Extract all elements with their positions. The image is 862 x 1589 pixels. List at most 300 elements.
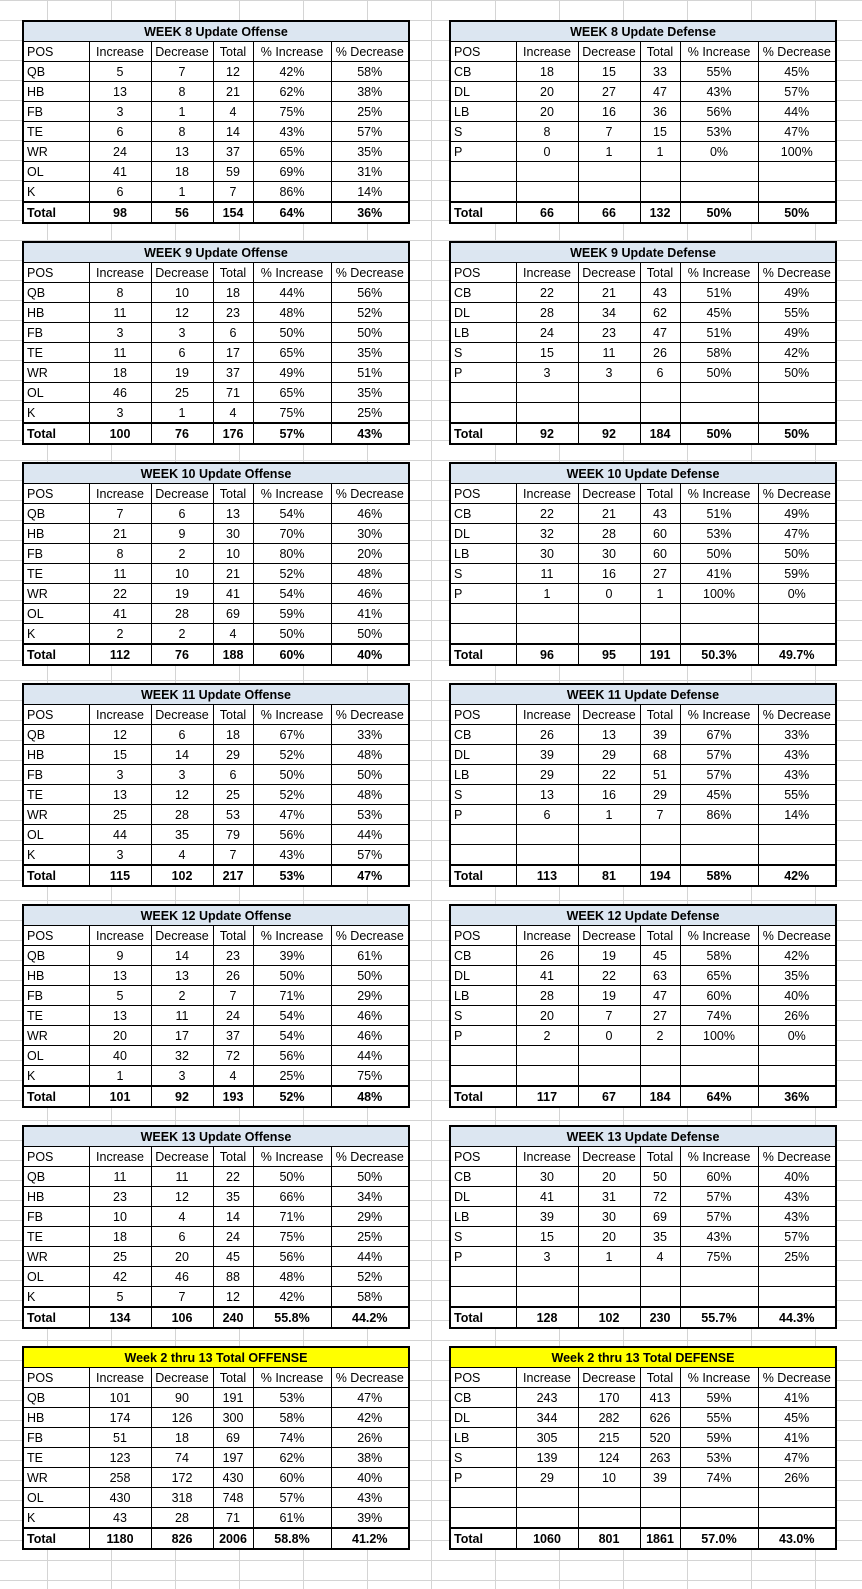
- value-cell[interactable]: 47%: [331, 1388, 409, 1408]
- value-cell[interactable]: 20: [516, 1006, 578, 1026]
- value-cell[interactable]: 30: [578, 1207, 640, 1227]
- position-cell[interactable]: LB: [450, 986, 516, 1006]
- value-cell[interactable]: 31: [578, 1187, 640, 1207]
- value-cell[interactable]: 11: [89, 343, 151, 363]
- position-cell[interactable]: QB: [23, 946, 89, 966]
- value-cell[interactable]: [640, 1488, 680, 1508]
- position-cell[interactable]: K: [23, 845, 89, 866]
- total-value-cell[interactable]: 53%: [253, 865, 331, 886]
- column-header[interactable]: % Increase: [253, 1368, 331, 1388]
- position-cell[interactable]: TE: [23, 1006, 89, 1026]
- position-cell[interactable]: FB: [23, 1428, 89, 1448]
- value-cell[interactable]: [680, 403, 758, 424]
- value-cell[interactable]: 13: [578, 725, 640, 745]
- total-value-cell[interactable]: 50.3%: [680, 644, 758, 665]
- value-cell[interactable]: 27: [640, 1006, 680, 1026]
- value-cell[interactable]: 748: [213, 1488, 253, 1508]
- value-cell[interactable]: 28: [151, 805, 213, 825]
- value-cell[interactable]: 35: [151, 825, 213, 845]
- position-cell[interactable]: CB: [450, 946, 516, 966]
- total-value-cell[interactable]: 176: [213, 423, 253, 444]
- column-header[interactable]: % Decrease: [331, 926, 409, 946]
- position-cell[interactable]: P: [450, 1247, 516, 1267]
- value-cell[interactable]: 170: [578, 1388, 640, 1408]
- value-cell[interactable]: 33%: [331, 725, 409, 745]
- total-value-cell[interactable]: 194: [640, 865, 680, 886]
- value-cell[interactable]: 12: [151, 785, 213, 805]
- column-header[interactable]: Total: [213, 263, 253, 283]
- position-cell[interactable]: CB: [450, 725, 516, 745]
- column-header[interactable]: Increase: [516, 1147, 578, 1167]
- total-label[interactable]: Total: [450, 865, 516, 886]
- value-cell[interactable]: 13: [151, 966, 213, 986]
- value-cell[interactable]: 44%: [331, 1046, 409, 1066]
- position-cell[interactable]: K: [23, 182, 89, 203]
- value-cell[interactable]: 65%: [680, 966, 758, 986]
- value-cell[interactable]: 4: [213, 403, 253, 424]
- position-cell[interactable]: FB: [23, 544, 89, 564]
- value-cell[interactable]: 57%: [680, 745, 758, 765]
- value-cell[interactable]: 33: [640, 62, 680, 82]
- position-cell[interactable]: FB: [23, 102, 89, 122]
- value-cell[interactable]: 43%: [680, 1227, 758, 1247]
- position-cell[interactable]: HB: [23, 745, 89, 765]
- value-cell[interactable]: 54%: [253, 584, 331, 604]
- value-cell[interactable]: 45%: [758, 62, 836, 82]
- column-header[interactable]: POS: [450, 1147, 516, 1167]
- value-cell[interactable]: 282: [578, 1408, 640, 1428]
- value-cell[interactable]: [516, 1267, 578, 1287]
- value-cell[interactable]: 19: [578, 946, 640, 966]
- value-cell[interactable]: 44%: [331, 825, 409, 845]
- value-cell[interactable]: 37: [213, 363, 253, 383]
- value-cell[interactable]: 43%: [680, 82, 758, 102]
- position-cell[interactable]: HB: [23, 966, 89, 986]
- value-cell[interactable]: [640, 604, 680, 624]
- table-title[interactable]: WEEK 10 Update Offense: [23, 463, 409, 484]
- value-cell[interactable]: 25: [151, 383, 213, 403]
- value-cell[interactable]: 58%: [253, 1408, 331, 1428]
- position-cell[interactable]: S: [450, 1227, 516, 1247]
- value-cell[interactable]: 2: [640, 1026, 680, 1046]
- value-cell[interactable]: [640, 1287, 680, 1308]
- value-cell[interactable]: 40%: [331, 1468, 409, 1488]
- value-cell[interactable]: 8: [516, 122, 578, 142]
- value-cell[interactable]: 3: [89, 765, 151, 785]
- value-cell[interactable]: 6: [151, 725, 213, 745]
- value-cell[interactable]: 52%: [253, 564, 331, 584]
- position-cell[interactable]: OL: [23, 1046, 89, 1066]
- value-cell[interactable]: 43%: [253, 845, 331, 866]
- value-cell[interactable]: 68: [640, 745, 680, 765]
- value-cell[interactable]: 51: [640, 765, 680, 785]
- value-cell[interactable]: 34%: [331, 1187, 409, 1207]
- column-header[interactable]: Increase: [89, 705, 151, 725]
- value-cell[interactable]: [640, 182, 680, 203]
- value-cell[interactable]: 28: [151, 604, 213, 624]
- column-header[interactable]: POS: [23, 1147, 89, 1167]
- total-value-cell[interactable]: 1861: [640, 1528, 680, 1549]
- value-cell[interactable]: [758, 825, 836, 845]
- value-cell[interactable]: 57%: [331, 845, 409, 866]
- value-cell[interactable]: 40: [89, 1046, 151, 1066]
- value-cell[interactable]: 75%: [253, 1227, 331, 1247]
- position-cell[interactable]: DL: [450, 82, 516, 102]
- value-cell[interactable]: [640, 624, 680, 645]
- value-cell[interactable]: [578, 624, 640, 645]
- value-cell[interactable]: 7: [151, 1287, 213, 1308]
- value-cell[interactable]: 9: [89, 946, 151, 966]
- value-cell[interactable]: 35: [213, 1187, 253, 1207]
- value-cell[interactable]: 56%: [253, 1046, 331, 1066]
- position-cell[interactable]: HB: [23, 303, 89, 323]
- position-cell[interactable]: FB: [23, 986, 89, 1006]
- position-cell[interactable]: [450, 845, 516, 866]
- value-cell[interactable]: [640, 1508, 680, 1529]
- total-value-cell[interactable]: 36%: [331, 202, 409, 223]
- value-cell[interactable]: 75%: [253, 403, 331, 424]
- value-cell[interactable]: 35: [640, 1227, 680, 1247]
- value-cell[interactable]: 35%: [331, 343, 409, 363]
- value-cell[interactable]: [516, 624, 578, 645]
- value-cell[interactable]: 12: [151, 1187, 213, 1207]
- value-cell[interactable]: 22: [578, 966, 640, 986]
- position-cell[interactable]: OL: [23, 162, 89, 182]
- value-cell[interactable]: 29: [578, 745, 640, 765]
- value-cell[interactable]: 20: [578, 1227, 640, 1247]
- value-cell[interactable]: 1: [151, 403, 213, 424]
- value-cell[interactable]: [640, 1046, 680, 1066]
- value-cell[interactable]: 43%: [758, 765, 836, 785]
- value-cell[interactable]: 2: [151, 986, 213, 1006]
- value-cell[interactable]: 0: [578, 584, 640, 604]
- value-cell[interactable]: 60%: [253, 1468, 331, 1488]
- position-cell[interactable]: [450, 825, 516, 845]
- value-cell[interactable]: 50%: [331, 1167, 409, 1187]
- column-header[interactable]: % Increase: [253, 1147, 331, 1167]
- position-cell[interactable]: K: [23, 1508, 89, 1529]
- value-cell[interactable]: 57%: [331, 122, 409, 142]
- total-value-cell[interactable]: 113: [516, 865, 578, 886]
- table-title[interactable]: WEEK 13 Update Offense: [23, 1126, 409, 1147]
- position-cell[interactable]: QB: [23, 62, 89, 82]
- total-value-cell[interactable]: 106: [151, 1307, 213, 1328]
- value-cell[interactable]: [680, 162, 758, 182]
- value-cell[interactable]: 32: [516, 524, 578, 544]
- value-cell[interactable]: 57%: [680, 1187, 758, 1207]
- value-cell[interactable]: 70%: [253, 524, 331, 544]
- value-cell[interactable]: 0: [516, 142, 578, 162]
- total-value-cell[interactable]: 60%: [253, 644, 331, 665]
- value-cell[interactable]: 6: [213, 323, 253, 343]
- value-cell[interactable]: 20: [89, 1026, 151, 1046]
- value-cell[interactable]: 62%: [253, 1448, 331, 1468]
- value-cell[interactable]: 56%: [253, 825, 331, 845]
- value-cell[interactable]: 58%: [680, 343, 758, 363]
- column-header[interactable]: % Decrease: [331, 484, 409, 504]
- total-value-cell[interactable]: 230: [640, 1307, 680, 1328]
- value-cell[interactable]: 40%: [758, 986, 836, 1006]
- value-cell[interactable]: 25%: [253, 1066, 331, 1087]
- value-cell[interactable]: 12: [151, 303, 213, 323]
- value-cell[interactable]: 57%: [680, 1207, 758, 1227]
- position-cell[interactable]: S: [450, 1448, 516, 1468]
- table-title[interactable]: WEEK 10 Update Defense: [450, 463, 836, 484]
- value-cell[interactable]: [680, 1508, 758, 1529]
- value-cell[interactable]: 46%: [331, 1006, 409, 1026]
- value-cell[interactable]: 4: [213, 1066, 253, 1087]
- value-cell[interactable]: [578, 1287, 640, 1308]
- position-cell[interactable]: [450, 1267, 516, 1287]
- value-cell[interactable]: 7: [213, 845, 253, 866]
- total-label[interactable]: Total: [23, 865, 89, 886]
- value-cell[interactable]: [516, 825, 578, 845]
- total-value-cell[interactable]: 50%: [680, 202, 758, 223]
- value-cell[interactable]: 2: [89, 624, 151, 645]
- total-value-cell[interactable]: 48%: [331, 1086, 409, 1107]
- column-header[interactable]: POS: [450, 1368, 516, 1388]
- value-cell[interactable]: 3: [151, 765, 213, 785]
- value-cell[interactable]: 48%: [253, 303, 331, 323]
- total-value-cell[interactable]: 112: [89, 644, 151, 665]
- value-cell[interactable]: 7: [89, 504, 151, 524]
- value-cell[interactable]: 300: [213, 1408, 253, 1428]
- value-cell[interactable]: 47%: [758, 122, 836, 142]
- position-cell[interactable]: WR: [23, 584, 89, 604]
- value-cell[interactable]: 29: [213, 745, 253, 765]
- value-cell[interactable]: 59: [213, 162, 253, 182]
- value-cell[interactable]: 13: [89, 785, 151, 805]
- position-cell[interactable]: CB: [450, 1167, 516, 1187]
- table-title[interactable]: Week 2 thru 13 Total DEFENSE: [450, 1347, 836, 1368]
- value-cell[interactable]: 23: [213, 946, 253, 966]
- value-cell[interactable]: 59%: [680, 1428, 758, 1448]
- total-label[interactable]: Total: [23, 644, 89, 665]
- total-value-cell[interactable]: 57%: [253, 423, 331, 444]
- value-cell[interactable]: 61%: [331, 946, 409, 966]
- value-cell[interactable]: 2: [516, 1026, 578, 1046]
- total-value-cell[interactable]: 56: [151, 202, 213, 223]
- value-cell[interactable]: 20: [578, 1167, 640, 1187]
- value-cell[interactable]: 18: [516, 62, 578, 82]
- column-header[interactable]: POS: [450, 42, 516, 62]
- total-value-cell[interactable]: 50%: [758, 423, 836, 444]
- value-cell[interactable]: 6: [213, 765, 253, 785]
- total-value-cell[interactable]: 154: [213, 202, 253, 223]
- position-cell[interactable]: P: [450, 805, 516, 825]
- column-header[interactable]: % Increase: [253, 705, 331, 725]
- value-cell[interactable]: 21: [578, 283, 640, 303]
- total-value-cell[interactable]: 66: [516, 202, 578, 223]
- table-title[interactable]: WEEK 11 Update Offense: [23, 684, 409, 705]
- value-cell[interactable]: 14%: [758, 805, 836, 825]
- column-header[interactable]: % Increase: [253, 484, 331, 504]
- total-value-cell[interactable]: 826: [151, 1528, 213, 1549]
- value-cell[interactable]: 42%: [331, 1408, 409, 1428]
- position-cell[interactable]: [450, 162, 516, 182]
- value-cell[interactable]: 42%: [758, 946, 836, 966]
- value-cell[interactable]: 39%: [331, 1508, 409, 1529]
- value-cell[interactable]: 62%: [253, 82, 331, 102]
- value-cell[interactable]: 25%: [331, 102, 409, 122]
- position-cell[interactable]: [450, 1287, 516, 1308]
- position-cell[interactable]: DL: [450, 1187, 516, 1207]
- position-cell[interactable]: LB: [450, 323, 516, 343]
- value-cell[interactable]: 1: [578, 142, 640, 162]
- total-value-cell[interactable]: 41.2%: [331, 1528, 409, 1549]
- value-cell[interactable]: 29%: [331, 986, 409, 1006]
- value-cell[interactable]: [758, 1488, 836, 1508]
- value-cell[interactable]: 21: [89, 524, 151, 544]
- value-cell[interactable]: 17: [213, 343, 253, 363]
- column-header[interactable]: Total: [640, 1368, 680, 1388]
- value-cell[interactable]: [640, 403, 680, 424]
- position-cell[interactable]: [450, 403, 516, 424]
- value-cell[interactable]: 69: [213, 604, 253, 624]
- value-cell[interactable]: 40%: [758, 1167, 836, 1187]
- position-cell[interactable]: DL: [450, 966, 516, 986]
- value-cell[interactable]: 86%: [680, 805, 758, 825]
- value-cell[interactable]: 14: [151, 946, 213, 966]
- position-cell[interactable]: DL: [450, 524, 516, 544]
- value-cell[interactable]: 58%: [331, 1287, 409, 1308]
- position-cell[interactable]: FB: [23, 765, 89, 785]
- value-cell[interactable]: 60%: [680, 1167, 758, 1187]
- column-header[interactable]: Decrease: [151, 926, 213, 946]
- value-cell[interactable]: [680, 1488, 758, 1508]
- total-value-cell[interactable]: 98: [89, 202, 151, 223]
- position-cell[interactable]: OL: [23, 825, 89, 845]
- value-cell[interactable]: 11: [151, 1167, 213, 1187]
- value-cell[interactable]: 55%: [680, 62, 758, 82]
- value-cell[interactable]: 22: [516, 283, 578, 303]
- position-cell[interactable]: HB: [23, 1187, 89, 1207]
- position-cell[interactable]: TE: [23, 1227, 89, 1247]
- value-cell[interactable]: 18: [213, 725, 253, 745]
- column-header[interactable]: % Decrease: [331, 1368, 409, 1388]
- value-cell[interactable]: 50%: [253, 624, 331, 645]
- value-cell[interactable]: 59%: [758, 564, 836, 584]
- value-cell[interactable]: 71: [213, 383, 253, 403]
- value-cell[interactable]: 45: [213, 1247, 253, 1267]
- value-cell[interactable]: 51%: [680, 504, 758, 524]
- value-cell[interactable]: 50%: [253, 765, 331, 785]
- value-cell[interactable]: 1: [151, 182, 213, 203]
- value-cell[interactable]: 53: [213, 805, 253, 825]
- value-cell[interactable]: 42%: [253, 1287, 331, 1308]
- total-value-cell[interactable]: 96: [516, 644, 578, 665]
- value-cell[interactable]: 53%: [680, 122, 758, 142]
- position-cell[interactable]: [450, 604, 516, 624]
- value-cell[interactable]: 39: [516, 1207, 578, 1227]
- value-cell[interactable]: 69%: [253, 162, 331, 182]
- value-cell[interactable]: 42%: [253, 62, 331, 82]
- column-header[interactable]: Increase: [89, 484, 151, 504]
- value-cell[interactable]: 49%: [253, 363, 331, 383]
- column-header[interactable]: % Decrease: [331, 263, 409, 283]
- position-cell[interactable]: P: [450, 584, 516, 604]
- value-cell[interactable]: 71%: [253, 1207, 331, 1227]
- position-cell[interactable]: DL: [450, 1408, 516, 1428]
- value-cell[interactable]: 46: [151, 1267, 213, 1287]
- value-cell[interactable]: 430: [213, 1468, 253, 1488]
- column-header[interactable]: POS: [23, 42, 89, 62]
- total-value-cell[interactable]: 184: [640, 1086, 680, 1107]
- value-cell[interactable]: 16: [578, 102, 640, 122]
- position-cell[interactable]: [450, 383, 516, 403]
- value-cell[interactable]: 14%: [331, 182, 409, 203]
- table-title[interactable]: WEEK 9 Update Offense: [23, 242, 409, 263]
- column-header[interactable]: % Decrease: [758, 1147, 836, 1167]
- value-cell[interactable]: 41: [89, 604, 151, 624]
- value-cell[interactable]: 41%: [331, 604, 409, 624]
- value-cell[interactable]: [578, 825, 640, 845]
- value-cell[interactable]: 18: [89, 363, 151, 383]
- position-cell[interactable]: WR: [23, 1026, 89, 1046]
- value-cell[interactable]: [640, 162, 680, 182]
- value-cell[interactable]: 63: [640, 966, 680, 986]
- value-cell[interactable]: 24: [213, 1006, 253, 1026]
- value-cell[interactable]: 43: [640, 283, 680, 303]
- value-cell[interactable]: 55%: [680, 1408, 758, 1428]
- value-cell[interactable]: 215: [578, 1428, 640, 1448]
- value-cell[interactable]: 123: [89, 1448, 151, 1468]
- position-cell[interactable]: P: [450, 1026, 516, 1046]
- value-cell[interactable]: 43%: [758, 745, 836, 765]
- value-cell[interactable]: 75%: [253, 102, 331, 122]
- value-cell[interactable]: 21: [213, 82, 253, 102]
- value-cell[interactable]: 0%: [758, 584, 836, 604]
- column-header[interactable]: Total: [213, 1368, 253, 1388]
- value-cell[interactable]: [758, 383, 836, 403]
- total-value-cell[interactable]: 92: [578, 423, 640, 444]
- value-cell[interactable]: 11: [578, 343, 640, 363]
- column-header[interactable]: % Increase: [680, 263, 758, 283]
- value-cell[interactable]: 35%: [331, 383, 409, 403]
- column-header[interactable]: Decrease: [151, 42, 213, 62]
- column-header[interactable]: POS: [23, 263, 89, 283]
- value-cell[interactable]: 18: [151, 1428, 213, 1448]
- value-cell[interactable]: 243: [516, 1388, 578, 1408]
- column-header[interactable]: % Increase: [253, 42, 331, 62]
- value-cell[interactable]: 33%: [758, 725, 836, 745]
- value-cell[interactable]: 59%: [253, 604, 331, 624]
- value-cell[interactable]: 72: [213, 1046, 253, 1066]
- value-cell[interactable]: 60%: [680, 986, 758, 1006]
- value-cell[interactable]: 41: [89, 162, 151, 182]
- position-cell[interactable]: P: [450, 142, 516, 162]
- value-cell[interactable]: 5: [89, 1287, 151, 1308]
- value-cell[interactable]: 38%: [331, 1448, 409, 1468]
- value-cell[interactable]: 59%: [680, 1388, 758, 1408]
- table-title[interactable]: WEEK 11 Update Defense: [450, 684, 836, 705]
- column-header[interactable]: % Increase: [680, 42, 758, 62]
- column-header[interactable]: % Increase: [253, 926, 331, 946]
- position-cell[interactable]: QB: [23, 504, 89, 524]
- value-cell[interactable]: 28: [516, 303, 578, 323]
- value-cell[interactable]: 3: [89, 323, 151, 343]
- value-cell[interactable]: 12: [213, 1287, 253, 1308]
- position-cell[interactable]: HB: [23, 524, 89, 544]
- value-cell[interactable]: 7: [578, 122, 640, 142]
- value-cell[interactable]: 51: [89, 1428, 151, 1448]
- value-cell[interactable]: [516, 182, 578, 203]
- value-cell[interactable]: 318: [151, 1488, 213, 1508]
- value-cell[interactable]: [758, 1287, 836, 1308]
- value-cell[interactable]: 44%: [253, 283, 331, 303]
- value-cell[interactable]: 52%: [253, 785, 331, 805]
- value-cell[interactable]: 60: [640, 524, 680, 544]
